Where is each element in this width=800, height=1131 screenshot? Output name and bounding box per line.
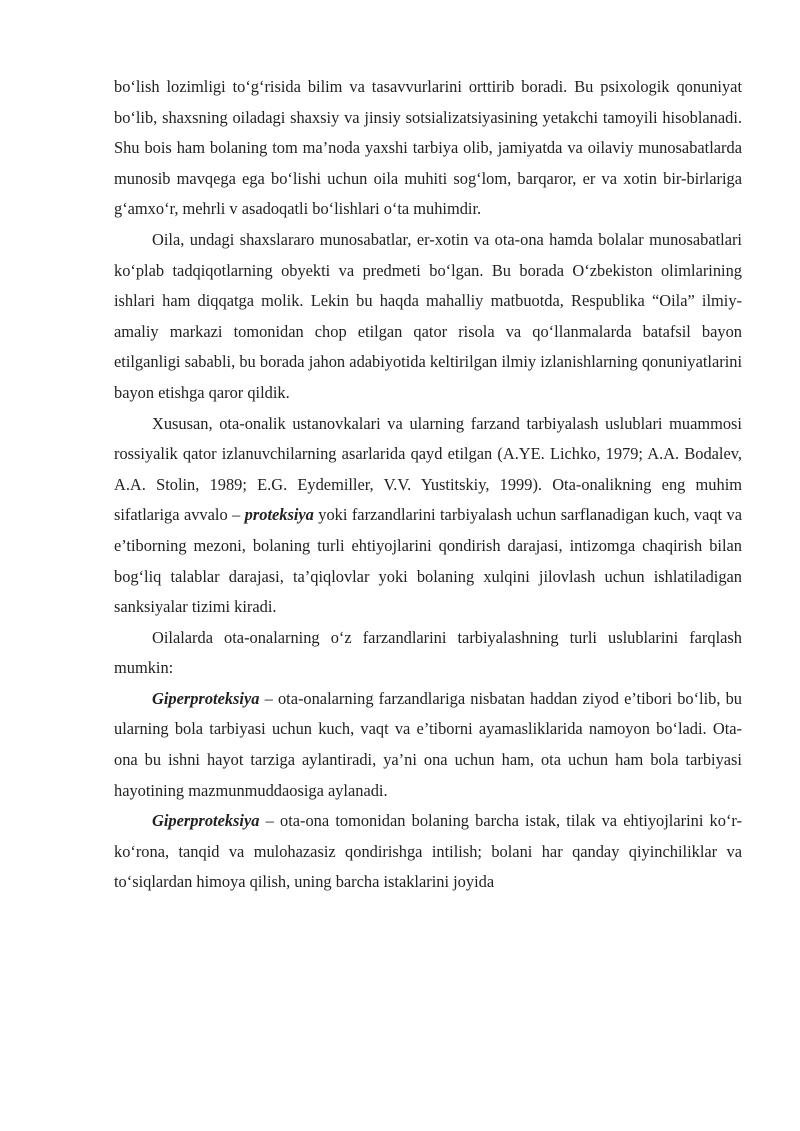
paragraph-text: yoki farzandlarini tarbiyalash uchun sarflanadigan kuch, vaqt va e’tiborning mezoni, bolaning turli ehtiyojlarini qondirish darajasi, intizomga chaqirish bilan bog‘liq talablar darajasi, ta’qiqlovlar yoki bolaning xulqini jilovlash uchun ishlatiladigan sanksiyalar tizimi kiradi. xyxy=(114,505,742,617)
paragraph-text: bo‘lish lozimligi to‘g‘risida bilim va tasavvurlarini orttirib boradi. Bu psixologik qonuniyat bo‘lib, shaxsning oiladagi shaxsiy va jinsiy sotsializatsiyasining yetakchi tamoyili hisoblanadi. Shu bois ham bolaning tom ma’noda yaxshi tarbiya olib, jamiyatda va oilaviy munosabatlarda munosib mavqega ega bo‘lishi uchun oila muhiti sog‘lom, barqaror, er va xotin bir-birlariga g‘amxo‘r, mehrli v asadoqatli bo‘lishlari o‘ta muhimdir. xyxy=(114,77,742,219)
paragraph-3 xyxy=(114,409,742,623)
term-proteksiya: proteksiya xyxy=(244,505,314,525)
paragraph-text: Oilalarda ota-onalarning o‘z farzandlarini tarbiyalashning turli uslublarini farqlash mumkin: xyxy=(114,627,742,678)
paragraph-text: Oila, undagi shaxslararo munosabatlar, er-xotin va ota-ona hamda bolalar munosabatlari ko‘plab tadqiqotlarning obyekti va predmeti bo‘lgan. Bu borada O‘zbekiston olimlarining ishlari ham diqqatga molik. Lekin bu haqda mahalliy matbuotda, Respublika “Oila” ilmiy-amaliy markazi tomonidan chop etilgan qator risola va qo‘llanmalarda batafsil bayon etilganligi sababli, bu borada jahon adabiyotida keltirilgan ilmiy izlanishlarning qonuniyatlarini bayon etishga qaror qildik. xyxy=(114,229,742,402)
paragraph-5 xyxy=(114,684,742,806)
paragraph-6 xyxy=(114,806,742,898)
paragraph-4 xyxy=(114,623,742,684)
document-page xyxy=(114,72,742,898)
paragraph-text: Xususan, ota-onalik ustanovkalari va ularning farzand tarbiyalash uslublari muammosi rossiyalik qator izlanuvchilarning asarlarida qayd etilgan (A.YE. Lichko, 1979; A.A. Bodalev, A.A. Stolin, 1989; E.G. Eydemiller, V.V. Yustitskiy, 1999). Ota-onalikning eng muhim sifatlariga avvalo – xyxy=(114,413,742,525)
paragraph-1 xyxy=(114,72,742,225)
paragraph-text: – ota-ona tomonidan bolaning barcha istak, tilak va ehtiyojlarini ko‘r-ko‘rona, tanqid va mulohazasiz qondirishga intilish; bolani har qanday qiyinchiliklar va to‘siqlardan himoya qilish, uning barcha istaklarini joyida xyxy=(114,811,742,892)
term-giperproteksiya: Giperproteksiya xyxy=(152,688,260,708)
paragraph-text: – ota-onalarning farzandlariga nisbatan haddan ziyod e’tibori bo‘lib, bu ularning bola tarbiyasi uchun kuch, vaqt va e’tiborni ayamasliklarida namoyon bo‘ladi. Ota-ona bu ishni hayot tarziga aylantiradi, ya’ni ona uchun ham, ota uchun ham bola tarbiyasi hayotining mazmunmuddaosiga aylanadi. xyxy=(114,688,742,800)
term-giperproteksiya: Giperproteksiya xyxy=(152,811,260,831)
paragraph-2 xyxy=(114,225,742,409)
